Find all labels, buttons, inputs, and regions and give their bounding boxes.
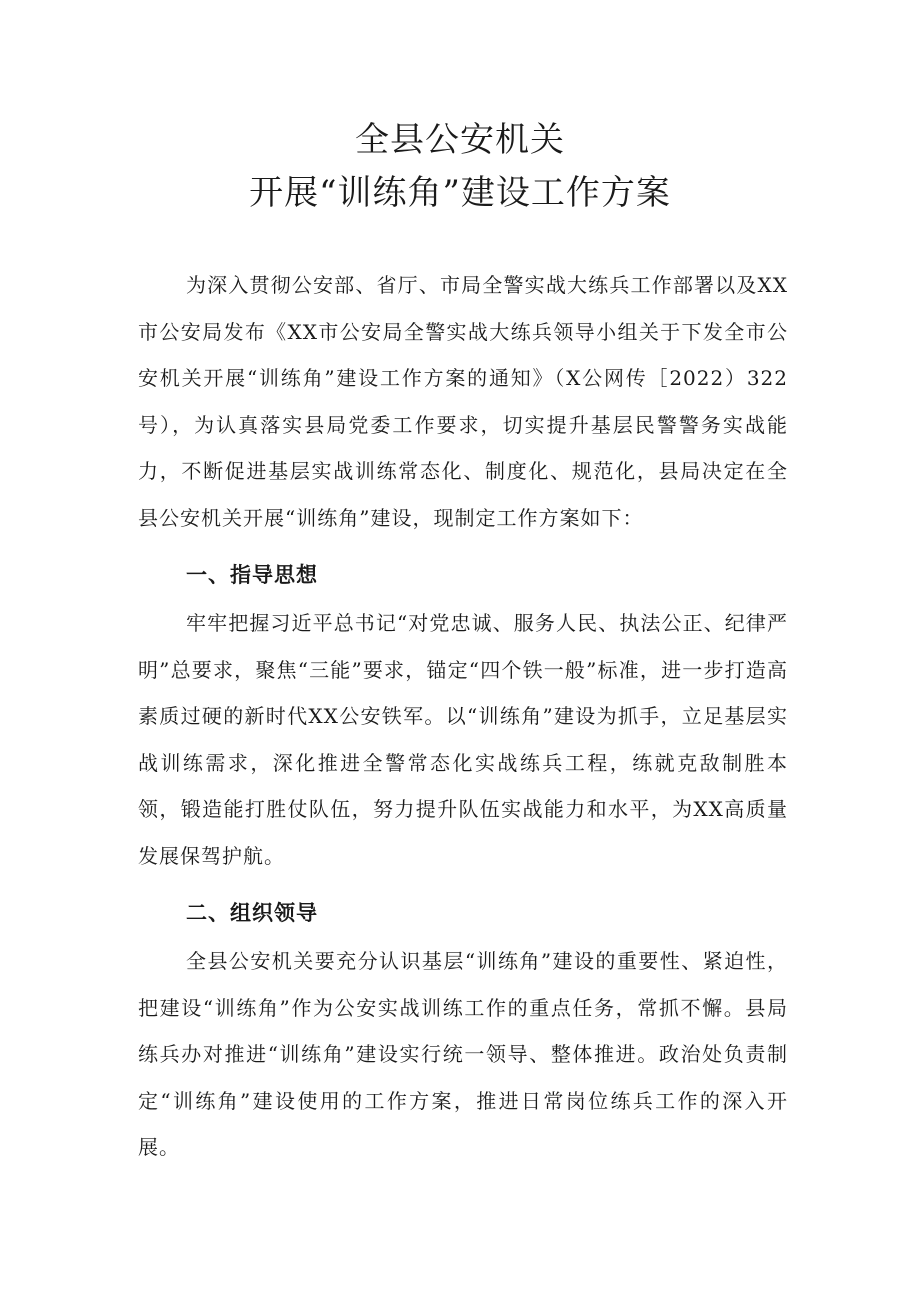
- section-body-organization: 全县公安机关要充分认识基层“训练角”建设的重要性、紧迫性，把建设“训练角”作为公安实战训练工作的重点任务，常抓不懈。县局练兵办对推进“训练角”建设实行统一领导、整体推进。政治处负责制定“训练角”建设使用的工作方案，推进日常岗位练兵工作的深入开展。: [138, 949, 788, 1159]
- section-body-guiding-thought: 牢牢把握习近平总书记“对党忠诚、服务人民、执法公正、纪律严明”总要求，聚焦“三能”要求，锚定“四个铁一般”标准，进一步打造高素质过硬的新时代XX公安铁军。以“训练角”建设为抓手，立足基层实战训练需求，深化推进全警常态化实战练兵工程，练就克敌制胜本领，锻造能打胜仗队伍，努力提升队伍实战能力和水平，为XX高质量发展保驾护航。: [138, 611, 788, 868]
- section-heading-organization: 二、组织领导: [186, 901, 318, 925]
- intro-paragraph: 为深入贯彻公安部、省厅、市局全警实战大练兵工作部署以及XX市公安局发布《XX市公安局全警实战大练兵领导小组关于下发全市公安机关开展“训练角”建设工作方案的通知》（X公网传［2022）322号），为认真落实县局党委工作要求，切实提升基层民警警务实战能力，不断促进基层实战训练常态化、制度化、规范化，县局决定在全县公安机关开展“训练角”建设，现制定工作方案如下：: [138, 273, 788, 530]
- section-heading-guiding-thought: 一、指导思想: [186, 563, 318, 587]
- document-title-line2: 开展“训练角”建设工作方案: [249, 173, 671, 213]
- document-title-line1: 全县公安机关: [355, 120, 565, 160]
